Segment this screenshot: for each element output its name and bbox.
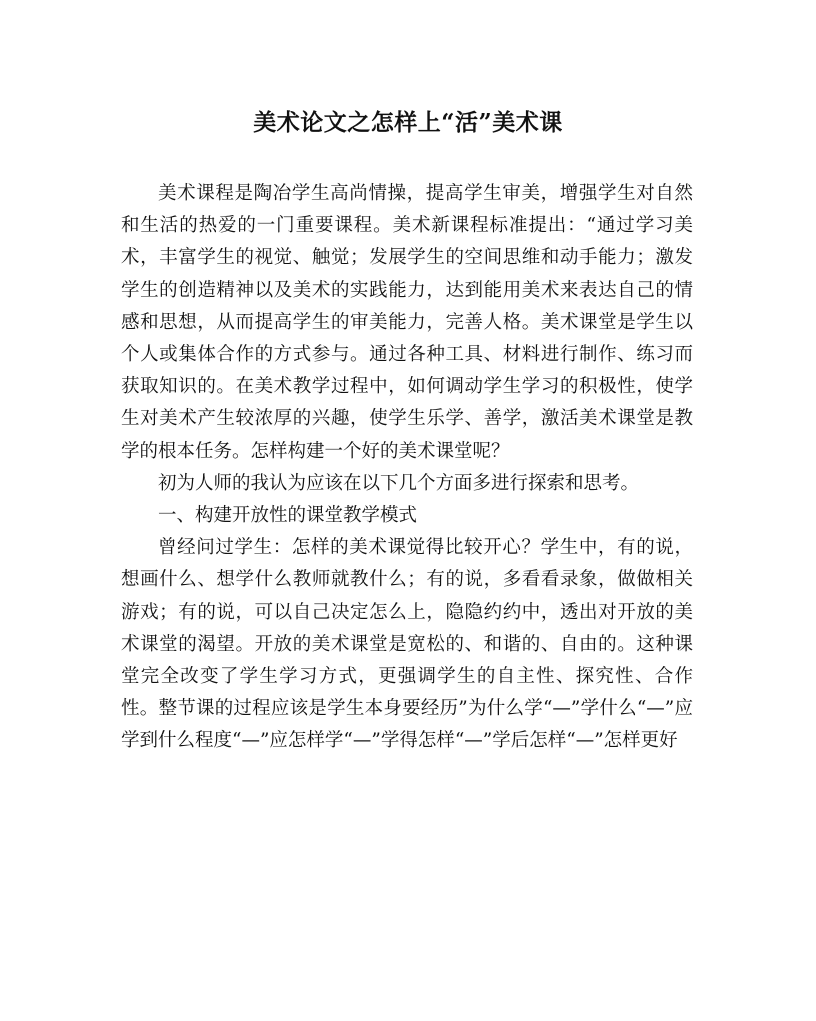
document-body <box>121 178 693 758</box>
document-title: 美术论文之怎样上“活”美术课 <box>253 109 563 136</box>
section-heading-1: 一、构建开放性的课堂教学模式 <box>158 505 418 527</box>
paragraph-intro: 美术课程是陶冶学生高尚情操，提高学生审美，增强学生对自然和生活的热爱的一门重要课程。美术新课程标准提出：“通过学习美术，丰富学生的视觉、触觉；发展学生的空间思维和动手能力；激发学生的创造精神以及美术的实践能力，达到能用美术来表达自己的情感和思想，从而提高学生的审美能力，完善人格。美术课堂是学生以个人或集体合作的方式参与。通过各种工具、材料进行制作、练习而获取知识的。在美术教学过程中，如何调动学生学习的积极性，使学生对美术产生较浓厚的兴趣，使学生乐学、善学，激活美术课堂是教学的根本任务。怎样构建一个好的美术课堂呢？ <box>121 183 693 462</box>
paragraph-open-classroom: 曾经问过学生：怎样的美术课觉得比较开心？学生中，有的说，想画什么、想学什么教师就教什么；有的说，多看看录象，做做相关游戏；有的说，可以自己决定怎么上，隐隐约约中，透出对开放的美术课堂的渴望。开放的美术课堂是宽松的、和谐的、自由的。这种课堂完全改变了学生学习方式，更强调学生的自主性、探究性、合作性。整节课的过程应该是学生本身要经历”为什么学“—”学什么“—”应学到什么程度“—”应怎样学“—”学得怎样“—”学后怎样“—”怎样更好 <box>121 537 693 752</box>
paragraph-exploration: 初为人师的我认为应该在以下几个方面多进行探索和思考。 <box>158 472 640 494</box>
